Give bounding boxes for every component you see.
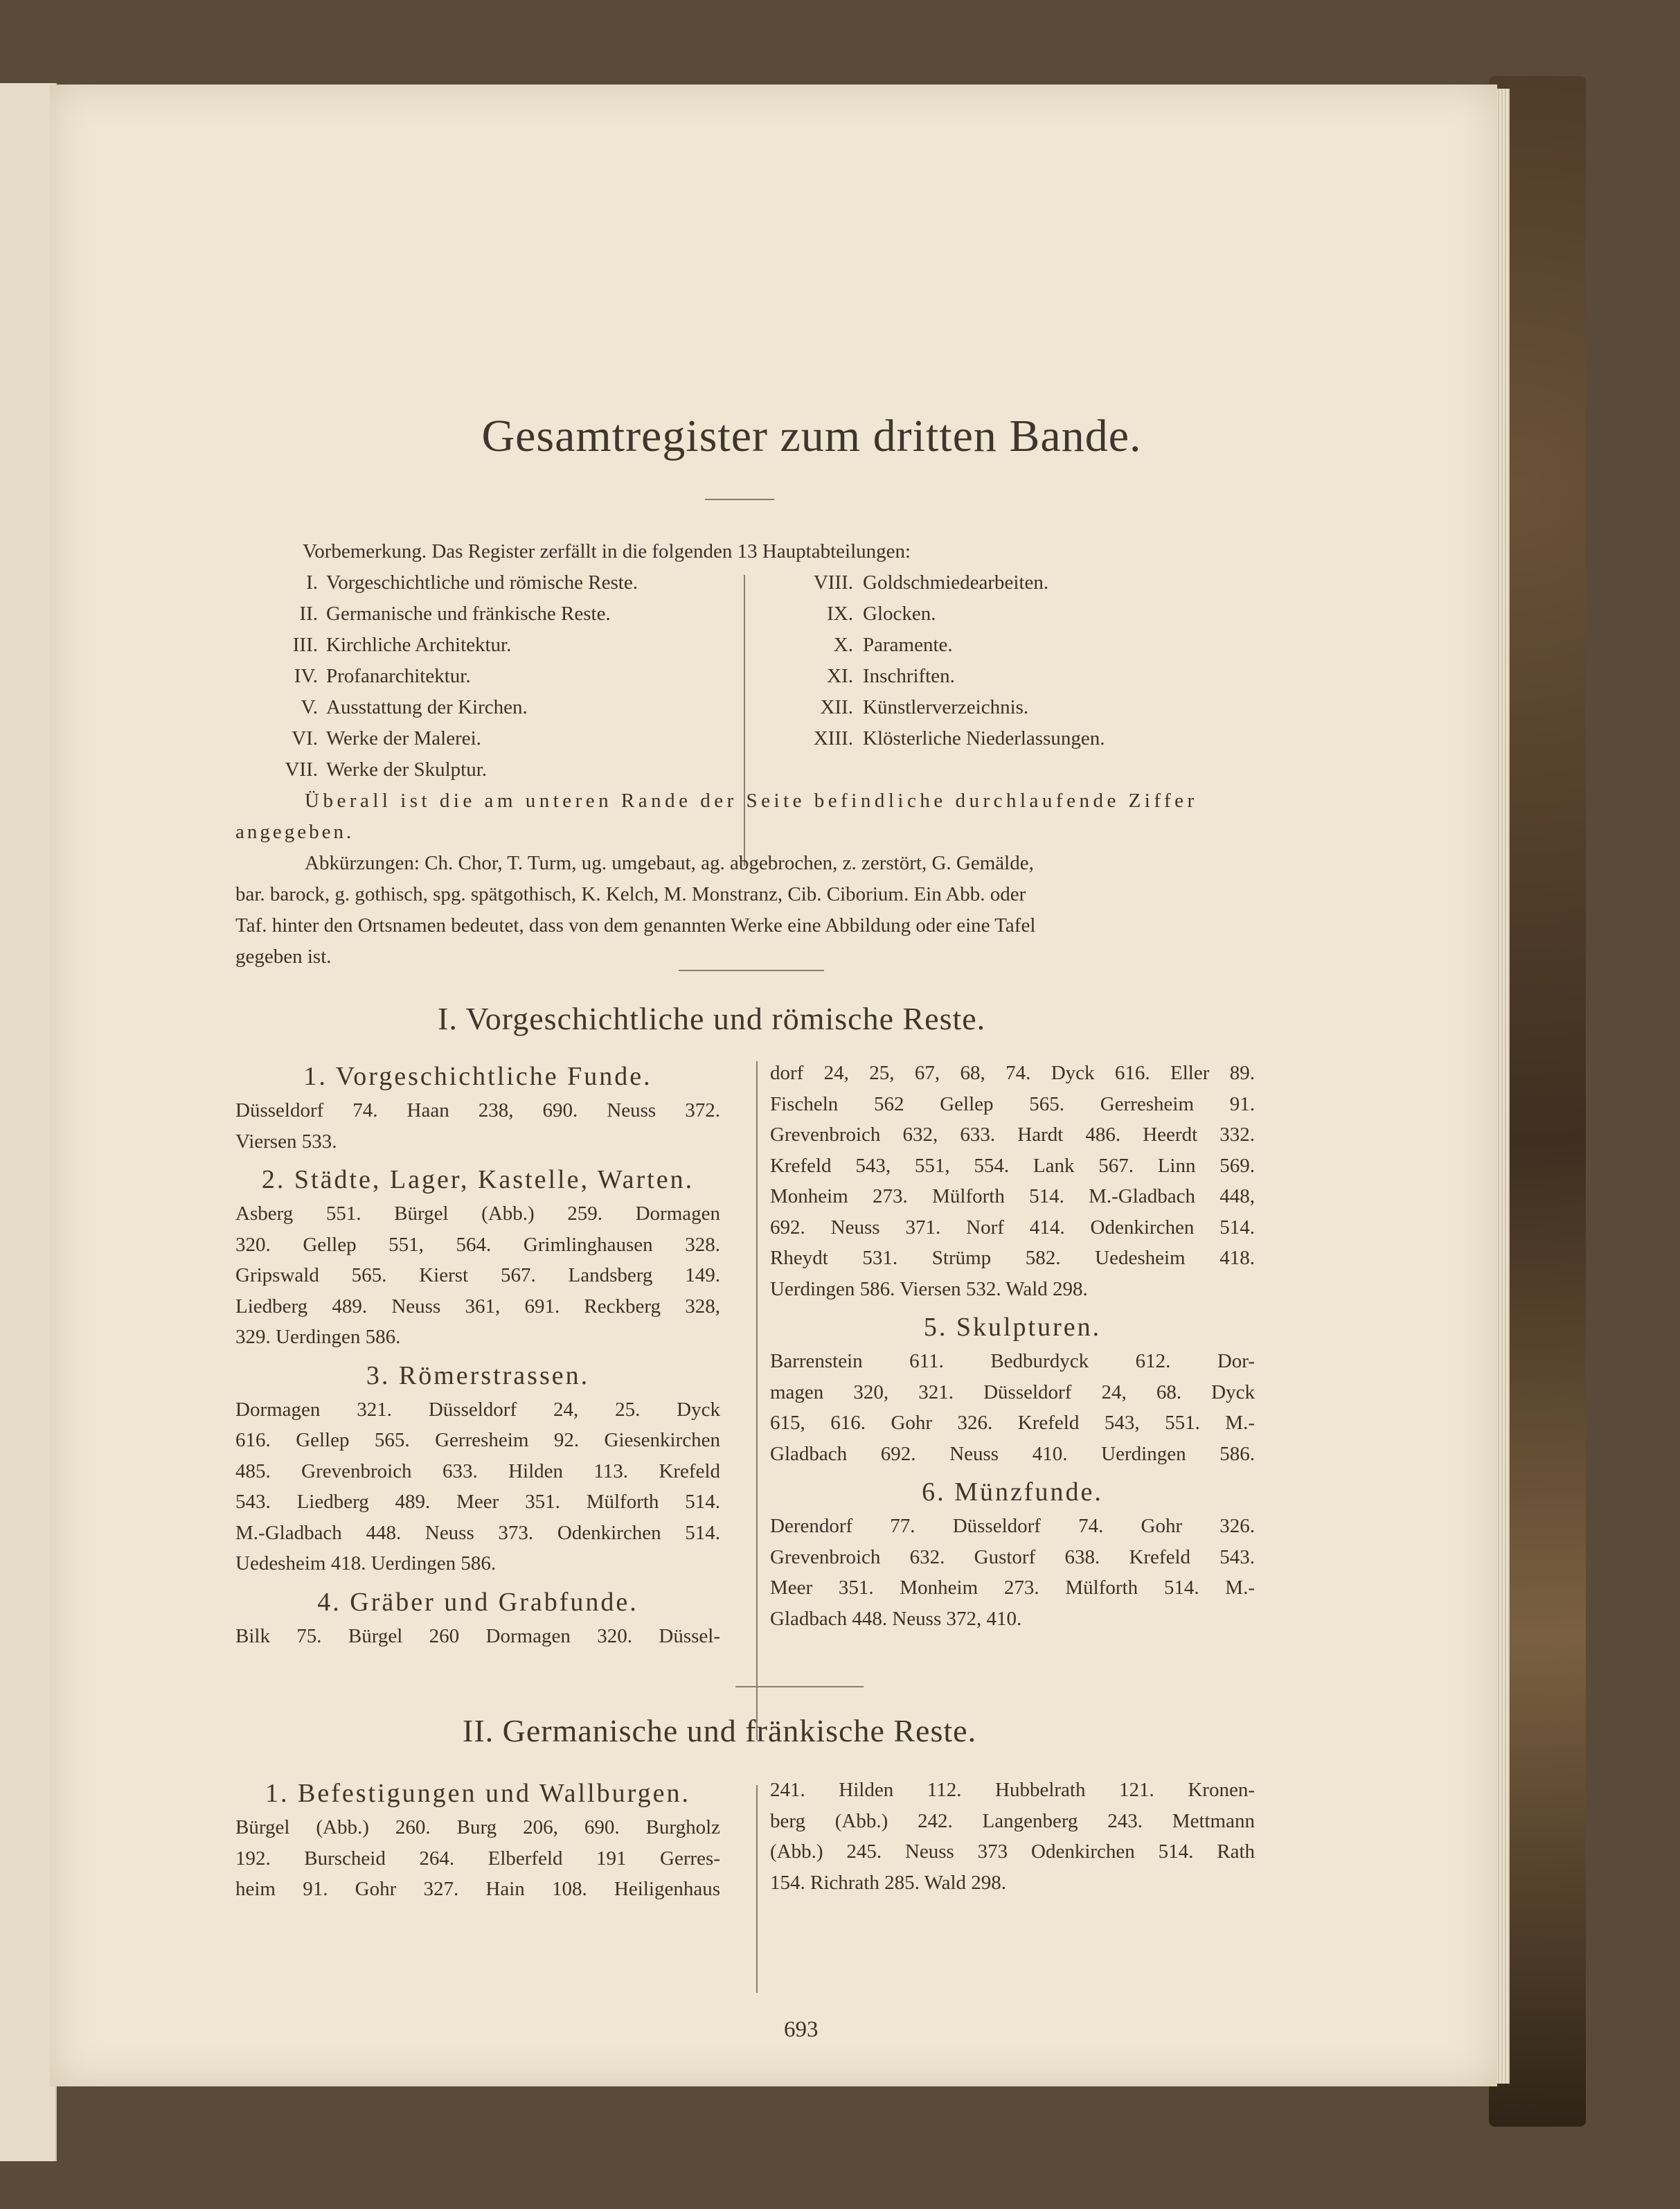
division-item xyxy=(268,630,638,661)
division-label: Kirchliche Architektur. xyxy=(326,634,512,656)
register-entry-line: 616. Gellep 565. Gerresheim 92. Giesenkirchen xyxy=(235,1429,720,1451)
division-label: Glocken. xyxy=(863,603,936,625)
division-item xyxy=(791,598,1105,630)
division-item xyxy=(791,692,1105,723)
register-entry-line: Düsseldorf 74. Haan 238, 690. Neuss 372. xyxy=(235,1099,720,1121)
register-entry-line: 320. Gellep 551, 564. Grimlinghausen 328. xyxy=(235,1233,720,1256)
division-item xyxy=(791,630,1105,661)
register-entry-line: 192. Burscheid 264. Elberfeld 191 Gerres- xyxy=(235,1847,720,1870)
register-entry-line: dorf 24, 25, 67, 68, 74. Dyck 616. Eller 89. xyxy=(770,1062,1255,1084)
division-number: IV. xyxy=(294,665,318,687)
preface-line-1: Überall ist die am unteren Rande der Seite befindliche durchlaufende Ziffer xyxy=(305,790,1198,812)
section-2-right-column xyxy=(770,1775,1310,1898)
subsection-heading: 1. Befestigungen und Wallburgen. xyxy=(265,1779,690,1808)
page-title: Gesamtregister zum dritten Bande. xyxy=(481,411,1142,461)
register-entry-line: M.-Gladbach 448. Neuss 373. Odenkirchen 514. xyxy=(235,1521,720,1544)
preface-line-5: Taf. hinter den Ortsnamen bedeutet, dass von dem genannten Werke eine Abbildung oder eine Tafel xyxy=(235,914,1036,937)
register-entry-line: Monheim 273. Mülforth 514. M.-Gladbach 448, xyxy=(770,1185,1255,1207)
register-entry-line: 485. Grevenbroich 633. Hilden 113. Krefeld xyxy=(235,1460,720,1482)
division-number: I. xyxy=(306,571,318,594)
preface-line-3: Abkürzungen: Ch. Chor, T. Turm, ug. umgebaut, ag. abgebrochen, z. zerstört, G. Gemälde, xyxy=(305,852,1034,874)
column-divider-1 xyxy=(756,1061,758,1740)
division-number: XIII. xyxy=(813,727,853,749)
division-item xyxy=(268,723,638,754)
register-entry-line: Grevenbroich 632. Gustorf 638. Krefeld 543. xyxy=(770,1545,1255,1568)
register-entry-line: Fischeln 562 Gellep 565. Gerresheim 91. xyxy=(770,1092,1255,1115)
division-label: Paramente. xyxy=(863,634,953,656)
division-number: XII. xyxy=(820,696,853,718)
division-item xyxy=(268,567,638,598)
preface-line-4: bar. barock, g. gothisch, spg. spätgothisch, K. Kelch, M. Monstranz, Cib. Ciborium. Ein Abb. oder xyxy=(235,883,1026,905)
register-entry-line: 154. Richrath 285. Wald 298. xyxy=(770,1871,1007,1894)
subsection-heading: 1. Vorgeschichtliche Funde. xyxy=(303,1062,652,1091)
register-entry-line: Gladbach 448. Neuss 372, 410. xyxy=(770,1607,1022,1630)
division-number: XI. xyxy=(827,665,853,687)
register-entry-line: 615, 616. Gohr 326. Krefeld 543, 551. M.- xyxy=(770,1412,1255,1434)
subsection-heading: 3. Römerstrassen. xyxy=(366,1360,590,1390)
section-1-right-column xyxy=(770,1058,1310,1634)
register-entry-line: (Abb.) 245. Neuss 373 Odenkirchen 514. Rath xyxy=(770,1840,1255,1863)
section-heading-2: II. Germanische und fränkische Reste. xyxy=(463,1713,977,1748)
register-entry-line: Gripswald 565. Kierst 567. Landsberg 149. xyxy=(235,1264,720,1286)
division-number: IX. xyxy=(827,603,853,625)
division-item xyxy=(791,567,1105,598)
division-number: VIII. xyxy=(813,571,853,594)
division-label: Werke der Malerei. xyxy=(326,727,481,749)
section-1-left-column xyxy=(235,1058,776,1651)
subsection-heading: 6. Münzfunde. xyxy=(922,1478,1103,1507)
page-number: 693 xyxy=(784,2017,819,2042)
division-list-right xyxy=(791,567,1105,754)
division-label: Germanische und fränkische Reste. xyxy=(326,603,611,625)
title-divider xyxy=(705,499,774,500)
register-entry-line: Liedberg 489. Neuss 361, 691. Reckberg 328, xyxy=(235,1295,720,1318)
register-entry-line: Derendorf 77. Düsseldorf 74. Gohr 326. xyxy=(770,1515,1255,1537)
register-entry-line: Meer 351. Monheim 273. Mülforth 514. M.- xyxy=(770,1577,1255,1599)
division-number: V. xyxy=(301,696,318,718)
register-entry-line: Bilk 75. Bürgel 260 Dormagen 320. Düssel- xyxy=(235,1624,720,1647)
register-entry-line: Dormagen 321. Düsseldorf 24, 25. Dyck xyxy=(235,1398,720,1421)
register-entry-line: 543. Liedberg 489. Meer 351. Mülforth 514. xyxy=(235,1491,720,1513)
division-label: Vorgeschichtliche und römische Reste. xyxy=(326,571,638,594)
division-label: Klösterliche Niederlassungen. xyxy=(863,727,1105,749)
subsection-heading: 2. Städte, Lager, Kastelle, Warten. xyxy=(261,1165,695,1194)
division-number: VI. xyxy=(292,727,318,749)
register-entry-line: Bürgel (Abb.) 260. Burg 206, 690. Burgholz xyxy=(235,1816,720,1838)
division-label: Inschriften. xyxy=(863,665,955,687)
section-heading-1: I. Vorgeschichtliche und römische Reste. xyxy=(438,1001,986,1036)
register-entry-line: Barrenstein 611. Bedburdyck 612. Dor- xyxy=(770,1350,1255,1372)
register-entry-line: 692. Neuss 371. Norf 414. Odenkirchen 514. xyxy=(770,1216,1255,1239)
subsection-heading: 5. Skulpturen. xyxy=(923,1313,1102,1342)
register-entry-line: Uerdingen 586. Viersen 532. Wald 298. xyxy=(770,1277,1088,1300)
division-label: Ausstattung der Kirchen. xyxy=(326,696,528,718)
register-entry-line: Uedesheim 418. Uerdingen 586. xyxy=(235,1552,497,1574)
division-number: X. xyxy=(833,634,853,656)
preface-intro: Vorbemerkung. Das Register zerfällt in die folgenden 13 Hauptabteilungen: xyxy=(303,540,911,562)
division-item xyxy=(268,692,638,723)
section-divider xyxy=(735,1686,864,1687)
division-number: III. xyxy=(292,634,318,656)
preface-divider xyxy=(679,970,824,971)
division-label: Goldschmiedearbeiten. xyxy=(863,571,1049,594)
register-entry-line: 329. Uerdingen 586. xyxy=(235,1326,401,1348)
list-divider xyxy=(744,575,745,866)
register-entry-line: Asberg 551. Bürgel (Abb.) 259. Dormagen xyxy=(235,1203,720,1225)
division-item xyxy=(268,661,638,692)
register-entry-line: berg (Abb.) 242. Langenberg 243. Mettmann xyxy=(770,1809,1255,1832)
register-entry-line: Gladbach 692. Neuss 410. Uerdingen 586. xyxy=(770,1442,1255,1465)
division-item xyxy=(791,661,1105,692)
section-2-left-column xyxy=(235,1775,776,1905)
facing-page-edge xyxy=(0,83,57,2161)
preface-line-2: angegeben. xyxy=(235,821,355,843)
division-item xyxy=(268,754,638,786)
preface-line-6: gegeben ist. xyxy=(235,946,332,968)
register-entry-line: 241. Hilden 112. Hubbelrath 121. Kronen- xyxy=(770,1779,1255,1801)
division-number: II. xyxy=(299,603,318,625)
column-divider-2 xyxy=(756,1785,758,1993)
register-entry-line: heim 91. Gohr 327. Hain 108. Heiligenhaus xyxy=(235,1878,720,1900)
division-list-left xyxy=(268,567,638,786)
division-number: VII. xyxy=(285,758,318,781)
division-label: Profanarchitektur. xyxy=(326,665,471,687)
register-entry-line: Viersen 533. xyxy=(235,1130,337,1153)
division-label: Künstlerverzeichnis. xyxy=(863,696,1029,718)
book-page xyxy=(50,85,1497,2086)
register-entry-line: magen 320, 321. Düsseldorf 24, 68. Dyck xyxy=(770,1381,1255,1403)
register-entry-line: Rheydt 531. Strümp 582. Uedesheim 418. xyxy=(770,1247,1255,1269)
division-item xyxy=(268,598,638,630)
division-label: Werke der Skulptur. xyxy=(326,758,488,781)
subsection-heading: 4. Gräber und Grabfunde. xyxy=(317,1587,638,1617)
register-entry-line: Grevenbroich 632, 633. Hardt 486. Heerdt 332. xyxy=(770,1124,1255,1146)
division-item xyxy=(791,723,1105,754)
register-entry-line: Krefeld 543, 551, 554. Lank 567. Linn 569. xyxy=(770,1154,1255,1177)
